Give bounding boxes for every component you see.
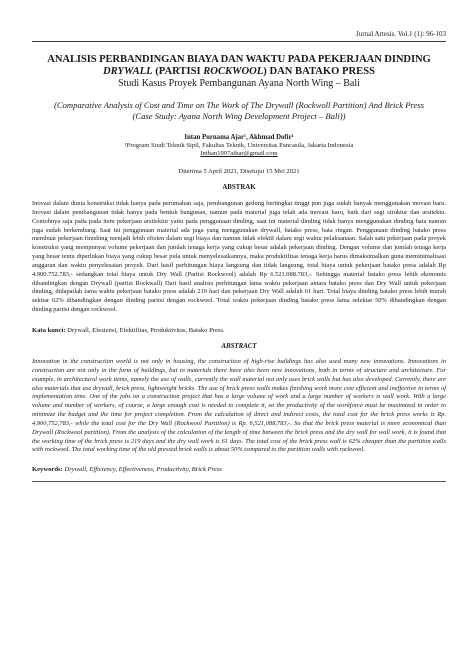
abstrak-heading: ABSTRAK: [222, 184, 256, 191]
submission-dates: Diterima 5 April 2021, Disetujui 15 Mei 2021: [178, 168, 300, 175]
title-rockwool: ROCKWOOL: [203, 66, 264, 77]
author-email-link[interactable]: Inthan1997aihar@gmail.com: [200, 150, 278, 157]
english-title-line1: (Comparative Analysis of Cost and Time on The Work of The Drywall (Rockwoll Partition) And Brick Press: [54, 100, 424, 110]
email-line: [32, 150, 446, 158]
keywords: [32, 465, 446, 474]
header-rule: [32, 41, 446, 42]
paper-title-line2: [32, 66, 446, 78]
title-partisi: (PARTISI: [152, 66, 204, 77]
journal-header: Jurnal Artesis. Vol.1 (1): 96-103: [356, 30, 446, 38]
paper-subtitle: Studi Kasus Proyek Pembangunan Ayana North Wing – Bali: [118, 78, 360, 89]
authors: Intan Purnama Ajar¹, Akhmad Dofir¹: [184, 134, 294, 141]
abstrak-body: Inovasi dalam dunia konstruksi tidak hanya pada perumahan saja, pembangunan gedung bertingkat tinggi pun juga sudah banyak menggunakan inovasi baru. Inovasi dalam pembangunan tidak hanya pada bentuk bangunan, namun pada material juga telah ada inovasi baru, baik dari segi struktur dan arsitektu. Contohnya saja pada pada item pekerjaan arsitektur yaitu pada penggunaan dinding, saat ini material dinding tidak hanya menggunakan dinding bata namun juga sudah berkembang. Saat ini penggunaan material ada juga yang menggunakan drywall, batako press, bata ringan. Penggunaan dinding batako press membuat pekerjaan finishing menjadi lebih efisien dalam segi biaya dan namun tidak efektif dalam segi waktu pelaksanaan. Salah satu pekerjaan pada proyek konstruksi yang mempunyai volume pekerjaan dan jumlah tenaga kerja yang cukup besar adalah pekerjaan dinding. Dengan volume dan jumlah tenaga kerja yang besar tentu diperlukan biaya yang cukup besar pula untuk menyelesaikannya, maka produktifitas tenaga kerja harus dimaksimalkan guna meminimalisasi anggaran dan waktu penyelesaian proyek. Dari hasil perhitungan biaya langsung dan tidak langsung, total biaya untuk pekerjaan batako press adalah Rp 4.900.752.783,- sedangkan total biaya untuk Dry Wall (Partisi Rockwool) adalah Rp 6.521.088.783,-. Sehingga material batako press lebih ekonomis dibandingkan dengan Drywall (partisi Rockwall) Dari hasil analisis perhitungan lama waktu pekerjaan antara batako press dan Dry Wall untuk pekerjaan dinding, didapatlah lama waktu pekerjaan batako press adalah 219 hari dan pekerjaan Dry Wall adalah 61 hari. Total biaya dinding batako press lebih murah sekitar 62% dibandingkan dengan dinding partisi dengan rockwool. Total waktu pekerjaan dinding batako press lama selektar 50% dibandingkan dengan dinding partisi dengan rockwool.: [32, 200, 446, 314]
paper-title-line1: ANALISIS PERBANDINGAN BIAYA DAN WAKTU PADA PEKERJAAN DINDING: [47, 54, 431, 65]
title-batako: ) DAN BATAKO PRESS: [263, 66, 376, 77]
abstract-body: Innovation in the construction world is not only in housing, the construction of high-rise buildings has also used many new innovations. Innovations in construction are not only in the form of buildings, but in materials there have also been new innovations, both in terms of structure and architecture. For example, in architectural work items, namely the use of walls, currently the wall material not only uses brick walls but has also developed. Currently, there are also materials that use drywall, brick press, lightweight bricks. The use of brick press walls makes finishing work more cost efficient and ineffective in terms of implementation time. One of the jobs on a construction project that has a large volume of work and a large number of workers is wall work. With a large volume and number of workers, of course, a large enough cost is needed to complete it, so the productivity of the workforce must be maximized in order to minimize the budget and the time for project completion. From the calculation of direct and indirect costs, the total cost for the brick press works is Rp. 4,900,752,783,- while the total cost for the Dry Wall (Rockwool Partition) is Rp. 6,521,088,783,-. So that the brick press material is more economical than Drywall (Rockwool partition). From the analysis of the calculation of the length of time between the brick press and the dry wall for wall work, it is found that the working time of the brick press is 219 days and the dry wall work is 61 days. The total cost of the brick press wall is 62% cheaper than the partition walls with rockwool. The total working time of the old pressed brick walls is about 50% compared to the partition walls with rockwool.: [32, 357, 446, 454]
kata-kunci-label: Kata kunci:: [32, 326, 66, 334]
abstract-heading: ABSTRACT: [221, 342, 257, 350]
kata-kunci: [32, 326, 446, 335]
title-drywall: DRYWALL: [102, 66, 153, 77]
keywords-label: Keywords:: [32, 466, 63, 474]
footer-rule: [32, 481, 446, 482]
keywords-text: Drywall, Efficiency, Effectiveness, Productivity, Brick Press: [62, 466, 222, 474]
kata-kunci-text: Drywall, Efesiensi, Efektifitas, Produktivitas, Batako Press.: [65, 326, 225, 334]
english-title: [32, 100, 446, 121]
english-title-line2: (Case Study: Ayana North Wing Development Project – Bali)): [132, 110, 346, 121]
affiliation: ¹Program Studi Teknik Sipil, Fakultas Teknik, Universitas Pancasila, Jakarta Indonesia: [124, 142, 354, 149]
